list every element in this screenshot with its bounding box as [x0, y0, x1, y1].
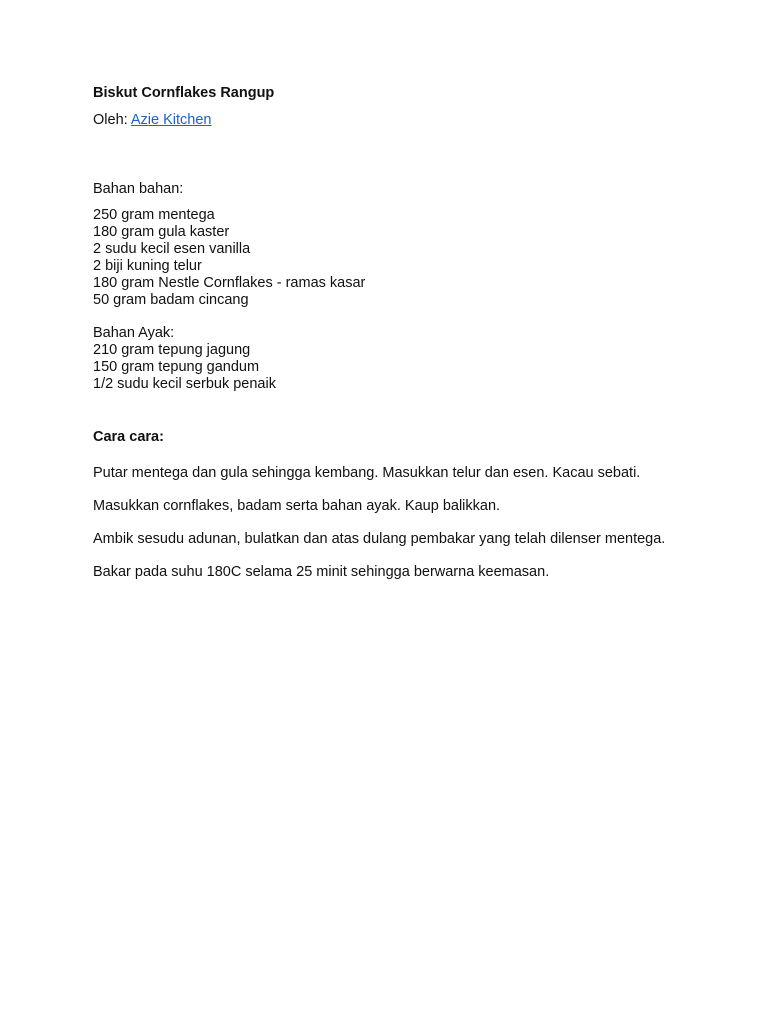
list-item: 180 gram gula kaster	[93, 224, 230, 240]
list-item: 180 gram Nestle Cornflakes - ramas kasar	[93, 275, 366, 291]
byline	[93, 112, 733, 129]
method-step: Putar mentega dan gula sehingga kembang. Masukkan telur dan esen. Kacau sebati.	[93, 465, 641, 481]
sifted-heading: Bahan Ayak:	[93, 325, 175, 341]
method-step: Bakar pada suhu 180C selama 25 minit sehingga berwarna keemasan.	[93, 564, 550, 580]
method-step: Masukkan cornflakes, badam serta bahan ayak. Kaup balikkan.	[93, 498, 501, 514]
sifted-ingredients-list	[93, 342, 733, 393]
document-content	[93, 85, 733, 597]
list-item: 250 gram mentega	[93, 207, 215, 223]
ingredients-heading: Bahan bahan:	[93, 181, 184, 197]
recipe-title: Biskut Cornflakes Rangup	[93, 85, 275, 101]
list-item: 50 gram badam cincang	[93, 292, 249, 308]
method-steps	[93, 465, 733, 581]
list-item: 2 biji kuning telur	[93, 258, 202, 274]
ingredients-list	[93, 207, 733, 309]
author-link[interactable]: Azie Kitchen	[130, 112, 212, 128]
list-item: 2 sudu kecil esen vanilla	[93, 241, 251, 257]
byline-prefix: Oleh:	[93, 112, 131, 128]
list-item: 210 gram tepung jagung	[93, 342, 251, 358]
list-item: 1/2 sudu kecil serbuk penaik	[93, 376, 276, 392]
method-step: Ambik sesudu adunan, bulatkan dan atas dulang pembakar yang telah dilenser mentega.	[93, 531, 666, 547]
list-item: 150 gram tepung gandum	[93, 359, 260, 375]
method-heading: Cara cara:	[93, 429, 164, 445]
